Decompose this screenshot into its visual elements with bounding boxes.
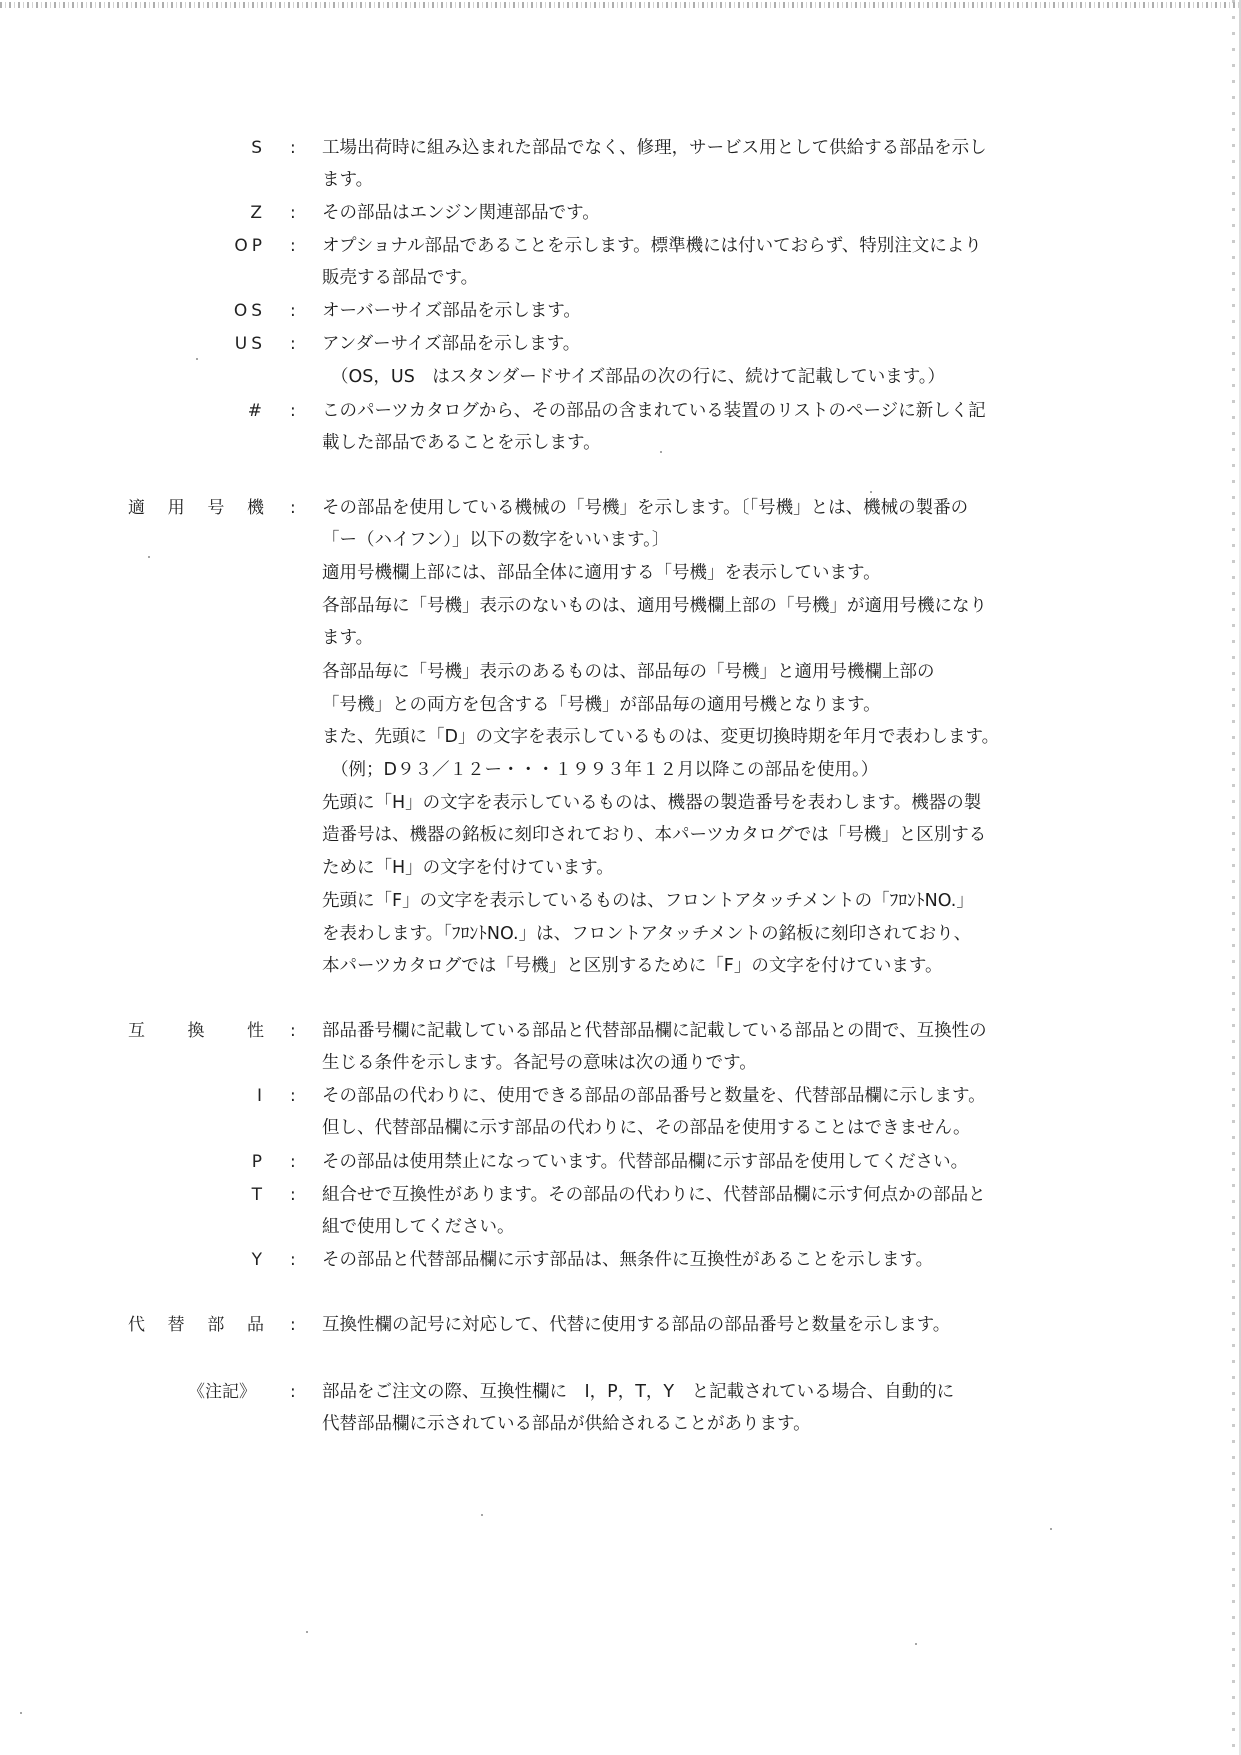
section-label-note: 《注記》: [188, 1382, 256, 1402]
applicable-line: [0, 753, 1241, 787]
separator: :: [290, 1250, 296, 1270]
separator: :: [290, 1086, 296, 1106]
section-label-char: 代: [128, 1315, 145, 1335]
mark-row-hash: [0, 394, 1241, 428]
scan-speck: [196, 358, 198, 360]
interchange-code-t-cont: [0, 1210, 1241, 1244]
mark-row-os: [0, 294, 1241, 328]
applicable-text: その部品を使用している機械の「号機」を示します。〔「号機」とは、機械の製番の: [322, 498, 969, 518]
section-label-interchangeability: [128, 1014, 264, 1048]
interchange-text: 生じる条件を示します。各記号の意味は次の通りです。: [322, 1053, 757, 1073]
scan-speck: [870, 491, 872, 493]
applicable-text: ために「H」の文字を付けています。: [322, 858, 614, 878]
interchange-code-text: 組合せで互換性があります。その部品の代わりに、代替部品欄に示す何点かの部品と: [322, 1185, 986, 1205]
applicable-line: [0, 818, 1241, 852]
applicable-text: 先頭に「F」の文字を表示しているものは、フロントアタッチメントの「ﾌﾛﾝﾄNO.」: [322, 891, 974, 911]
section-label-char: 品: [246, 1315, 264, 1335]
section-label-char: 用: [167, 498, 185, 518]
scan-speck: [915, 1643, 917, 1645]
mark-text: （OS，US はスタンダードサイズ部品の次の行に、続けて記載しています。）: [331, 367, 946, 387]
interchange-code-text: その部品は使用禁止になっています。代替部品欄に示す部品を使用してください。: [322, 1152, 969, 1172]
applicable-text: 「号機」との両方を包含する「号機」が部品毎の適用号機となります。: [322, 695, 881, 715]
separator: :: [290, 334, 296, 354]
applicable-text: 造番号は、機器の銘板に刻印されており、本パーツカタログでは「号機」と区別する: [322, 825, 987, 845]
applicable-line: [0, 917, 1241, 951]
mark-text: オプショナル部品であることを示します。標準機には付いておらず、特別注文により: [322, 236, 982, 256]
mark-code: #: [247, 401, 266, 421]
scan-speck: [20, 1712, 22, 1714]
applicable-line: [0, 720, 1241, 754]
scan-speck: [148, 556, 150, 558]
section-label-applicable: [128, 491, 264, 525]
mark-row-us-note: [0, 360, 1241, 394]
applicable-text: 適用号機欄上部には、部品全体に適用する「号機」を表示しています。: [322, 563, 881, 583]
interchange-section: [0, 1014, 1241, 1048]
note-text: 部品をご注文の際、互換性欄に I，P，T，Y と記載されている場合、自動的に: [322, 1382, 955, 1402]
interchange-code-text: 但し、代替部品欄に示す部品の代わりに、その部品を使用することはできません。: [322, 1118, 971, 1138]
mark-code: US: [234, 334, 266, 354]
applicable-line: [0, 786, 1241, 820]
applicable-line: [0, 621, 1241, 655]
separator: :: [290, 1152, 296, 1172]
applicable-line: [0, 655, 1241, 689]
separator: :: [290, 1021, 296, 1041]
mark-code: Z: [250, 203, 266, 223]
interchange-code-i: [0, 1079, 1241, 1113]
interchange-code-p: [0, 1145, 1241, 1179]
applicable-line: [0, 851, 1241, 885]
mark-text: 販売する部品です。: [322, 268, 479, 288]
section-label-substitute: [128, 1308, 264, 1342]
substitute-section: [0, 1308, 1241, 1342]
scan-noise-top: [0, 2, 1241, 8]
mark-row-op-cont: [0, 261, 1241, 295]
section-label-char: 号: [207, 498, 225, 518]
note-line: [0, 1407, 1241, 1441]
mark-code: S: [251, 138, 266, 158]
applicable-text: 本パーツカタログでは「号機」と区別するために「F」の文字を付けています。: [322, 956, 943, 976]
separator: :: [290, 203, 296, 223]
interchange-code: I: [256, 1086, 266, 1106]
separator: :: [290, 138, 296, 158]
applicable-line: [0, 523, 1241, 557]
applicable-text: （例；D９３／１２ー・・・１９９３年１２月以降この部品を使用。）: [331, 760, 879, 780]
section-label-char: 互: [128, 1021, 145, 1041]
interchange-text: 部品番号欄に記載している部品と代替部品欄に記載している部品との間で、互換性の: [322, 1021, 987, 1041]
scan-speck: [660, 451, 662, 453]
note-section: [0, 1375, 1241, 1409]
interchange-code-text: その部品と代替部品欄に示す部品は、無条件に互換性があることを示します。: [322, 1250, 934, 1270]
applicable-section: [0, 491, 1241, 525]
interchange-code: Y: [251, 1250, 266, 1270]
section-label-char: 換: [187, 1021, 205, 1041]
scan-speck: [306, 1631, 308, 1633]
section-label-char: 適: [128, 498, 145, 518]
separator: :: [290, 236, 296, 256]
applicable-text: 「ー（ハイフン）」以下の数字をいいます。〕: [322, 530, 670, 550]
mark-row-hash-cont: [0, 426, 1241, 460]
mark-code: OP: [234, 236, 266, 256]
separator: :: [290, 1382, 296, 1402]
applicable-line: [0, 884, 1241, 918]
applicable-text: ます。: [322, 628, 374, 648]
interchange-code-t: [0, 1178, 1241, 1212]
applicable-text: 各部品毎に「号機」表示のあるものは、部品毎の「号機」と適用号機欄上部の: [322, 662, 935, 682]
section-label-char: 機: [246, 498, 264, 518]
substitute-text: 互換性欄の記号に対応して、代替に使用する部品の部品番号と数量を示します。: [322, 1315, 951, 1335]
interchange-code-text: その部品の代わりに、使用できる部品の部品番号と数量を、代替部品欄に示します。: [322, 1086, 986, 1106]
mark-row-s: [0, 131, 1241, 165]
section-label-char: 部: [207, 1315, 225, 1335]
separator: :: [290, 498, 296, 518]
separator: :: [290, 301, 296, 321]
applicable-line: [0, 589, 1241, 623]
interchange-line: [0, 1046, 1241, 1080]
mark-text: オーバーサイズ部品を示します。: [322, 301, 581, 321]
applicable-text: また、先頭に「D」の文字を表示しているものは、変更切換時期を年月で表わします。: [322, 727, 1000, 747]
separator: :: [290, 401, 296, 421]
section-label-char: 性: [247, 1021, 264, 1041]
mark-row-s-cont: [0, 163, 1241, 197]
applicable-text: を表わします。「ﾌﾛﾝﾄNO.」は、フロントアタッチメントの銘板に刻印されており、: [322, 924, 972, 944]
separator: :: [290, 1315, 296, 1335]
interchange-code-y: [0, 1243, 1241, 1277]
mark-text: このパーツカタログから、その部品の含まれている装置のリストのページに新しく記: [322, 401, 986, 421]
applicable-text: 先頭に「H」の文字を表示しているものは、機器の製造番号を表わします。機器の製: [322, 793, 982, 813]
mark-text: その部品はエンジン関連部品です。: [322, 203, 600, 223]
separator: :: [290, 1185, 296, 1205]
mark-row-op: [0, 229, 1241, 263]
applicable-line: [0, 556, 1241, 590]
mark-row-us: [0, 327, 1241, 361]
applicable-line: [0, 688, 1241, 722]
mark-text: ます。: [322, 170, 374, 190]
scan-speck: [1050, 1528, 1052, 1530]
scan-speck: [481, 1514, 483, 1516]
mark-text: 載した部品であることを示します。: [322, 433, 601, 453]
mark-text: アンダーサイズ部品を示します。: [322, 334, 581, 354]
mark-code: OS: [233, 301, 266, 321]
interchange-code-i-cont: [0, 1111, 1241, 1145]
mark-text: 工場出荷時に組み込まれた部品でなく、修理，サービス用として供給する部品を示し: [322, 138, 987, 158]
applicable-line: [0, 949, 1241, 983]
mark-row-z: [0, 196, 1241, 230]
note-text: 代替部品欄に示されている部品が供給されることがあります。: [322, 1414, 811, 1434]
interchange-code: P: [251, 1152, 266, 1172]
interchange-code-text: 組で使用してください。: [322, 1217, 515, 1237]
interchange-code: T: [251, 1185, 266, 1205]
section-label-char: 替: [167, 1315, 185, 1335]
applicable-text: 各部品毎に「号機」表示のないものは、適用号機欄上部の「号機」が適用号機になり: [322, 596, 987, 616]
